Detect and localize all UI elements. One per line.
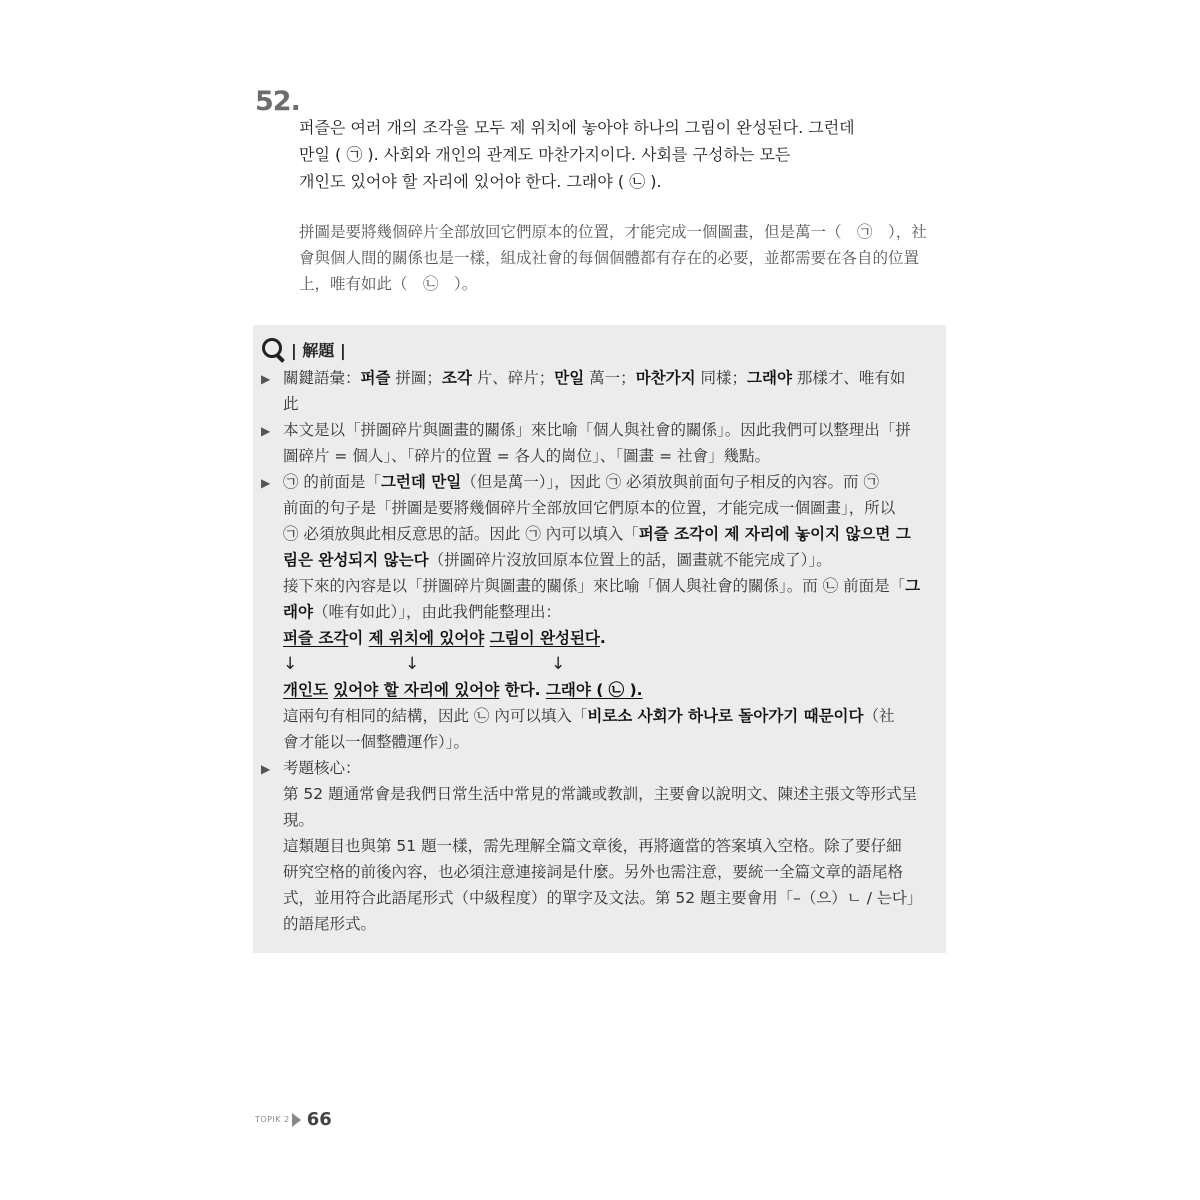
text-segment: 萬一； — [584, 369, 636, 387]
bullet-icon: ▶ — [261, 372, 271, 386]
text-segment: 這兩句有相同的結構，因此 ㉡ 內可以填入「 — [283, 707, 588, 725]
keyword-text: 래야 — [283, 603, 313, 621]
point-line: 前面的句子是「拼圖是要將幾個碎片全部放回它們原本的位置，才能完成一個圖畫」，所以 — [283, 499, 896, 517]
point-line: ▶ 本文是以「拼圖碎片與圖畫的關係」來比喻「個人與社會的關係」。因此我們可以整理出「拼 — [261, 417, 941, 443]
bullet-icon: ▶ — [261, 762, 271, 776]
text-segment: ㉠ 的前面是「 — [283, 473, 381, 491]
text-segment: 那樣才、唯有如 — [791, 369, 906, 387]
keyword-text: 그런데 만일 — [380, 473, 462, 491]
text-segment: ㉠ 必須放與此相反意思的話。因此 ㉠ 內可以填入「 — [283, 525, 639, 543]
text-segment: （拼圖碎片沒放回原本位置上的話，圖畫就不能完成了）」。 — [428, 551, 832, 569]
rich-line — [283, 473, 879, 491]
structure-arrows — [261, 651, 941, 677]
text-segment: 同樣； — [695, 369, 748, 387]
rich-line — [261, 599, 941, 625]
text-segment: （但是萬一）」，因此 ㉠ 必須放與前面句子相反的內容。而 ㉠ — [461, 473, 879, 491]
keyword-text: 퍼즐 — [360, 369, 391, 387]
arrow-icon: ↓ — [405, 654, 420, 674]
korean-passage — [299, 114, 939, 195]
text-segment: 拼圖； — [390, 369, 442, 387]
keyword-text: 비로소 사회가 하나로 돌아가기 때문이다 — [587, 707, 864, 725]
explanation-body — [261, 365, 941, 937]
point-line: 第 52 題通常會是我們日常生活中常見的常識或教訓，主要會以說明文、陳述主張文等形式呈 — [283, 785, 918, 803]
keyword-text: 마찬가지 — [635, 369, 696, 387]
keyword-text: 조각 — [441, 369, 472, 387]
structure-top — [261, 625, 941, 651]
underlined-segment: 개인도 — [283, 681, 328, 699]
page-number: 66 — [306, 1109, 332, 1130]
keyword-text: 그 — [905, 577, 921, 595]
keyword-text: 퍼즐 조각이 제 자리에 놓이지 않으면 그 — [638, 525, 911, 543]
rich-line — [261, 521, 941, 547]
rich-line — [261, 703, 941, 729]
page-footer — [255, 1109, 332, 1130]
bullet-icon: ▶ — [261, 424, 271, 438]
text-segment: 接下來的內容是以「拼圖碎片與圖畫的關係」來比喻「個人與社會的關係」。而 ㉡ 前面是「 — [283, 577, 906, 595]
chinese-translation — [299, 219, 949, 297]
keyword-text: 만일 — [554, 369, 585, 387]
magnifier-icon — [261, 337, 287, 361]
chinese-translation-line: 會與個人間的關係也是一樣，組成社會的每個個體都有存在的必要，並都需要在各自的位置 — [299, 249, 920, 267]
text-segment: . — [599, 629, 606, 647]
text-segment: （唯有如此）」，由此我們能整理出： — [312, 603, 561, 621]
keywords-line — [261, 365, 941, 391]
text-segment: 關鍵語彙： — [283, 369, 361, 387]
text-segment: 片、碎片； — [471, 369, 555, 387]
korean-passage-line: 퍼즐은 여러 개의 조각을 모두 제 위치에 놓아야 하나의 그림이 완성된다. 그런데 — [299, 118, 855, 137]
text-segment: 이 — [348, 629, 369, 647]
underlined-segment: 제 위치에 있어야 — [368, 629, 485, 647]
chinese-translation-line: 上，唯有如此（ ㉡ ）。 — [299, 275, 478, 293]
chinese-translation-line: 拼圖是要將幾個碎片全部放回它們原本的位置，才能完成一個圖畫，但是萬一（ ㉠ ），社 — [299, 223, 927, 241]
point-line: 會才能以一個整體運作）」。 — [283, 733, 470, 751]
chevron-right-icon — [292, 1113, 301, 1127]
keyword-text: 림은 완성되지 않는다 — [283, 551, 429, 569]
arrow-icon: ↓ — [551, 654, 566, 674]
point-line — [261, 469, 941, 495]
explanation-box — [253, 325, 946, 953]
point-line: ▶ 考題核心： — [261, 755, 941, 781]
arrow-icon: ↓ — [283, 654, 298, 674]
underlined-segment: 그림이 완성된다 — [489, 629, 600, 647]
explanation-title — [261, 337, 346, 361]
point-line: 式，並用符合此語尾形式（中級程度）的單字及文法。第 52 題主要會用「–（으）ㄴ / 는다」 — [283, 889, 923, 907]
underlined-segment: 퍼즐 조각 — [283, 629, 349, 647]
rich-line — [261, 573, 941, 599]
point-line: 的語尾形式。 — [283, 915, 377, 933]
point-line: 現。 — [283, 811, 315, 829]
underlined-segment: 그래야 ( ㉡ ). — [545, 681, 643, 699]
point-line: 圖碎片 = 個人」、「碎片的位置 = 各人的崗位」、「圖畫 = 社會」幾點。 — [283, 447, 771, 465]
explanation-title-text: | 解題 | — [291, 340, 346, 360]
keywords-line: 此 — [283, 395, 299, 413]
question-number: 52. — [255, 86, 300, 117]
korean-passage-line: 개인도 있어야 할 자리에 있어야 한다. 그래야 ( ㉡ ). — [299, 172, 662, 191]
underlined-segment: 있어야 할 자리에 있어야 — [333, 681, 500, 699]
rich-line — [283, 369, 905, 387]
keyword-text: 그래야 — [747, 369, 792, 387]
footer-brand: TOPIK 2 — [255, 1115, 290, 1124]
structure-bottom — [261, 677, 941, 703]
point-line: 這類題目也與第 51 題一樣，需先理解全篇文章後，再將適當的答案填入空格。除了要仔細 — [283, 837, 902, 855]
text-segment: 한다. — [499, 681, 546, 699]
bullet-icon: ▶ — [261, 476, 271, 490]
korean-passage-line: 만일 ( ㉠ ). 사회와 개인의 관계도 마찬가지이다. 사회를 구성하는 모든 — [299, 145, 791, 164]
rich-line — [261, 547, 941, 573]
point-line: 研究空格的前後內容，也必須注意連接詞是什麼。另外也需注意，要統一全篇文章的語尾格 — [283, 863, 904, 881]
text-segment: （社 — [863, 707, 895, 725]
